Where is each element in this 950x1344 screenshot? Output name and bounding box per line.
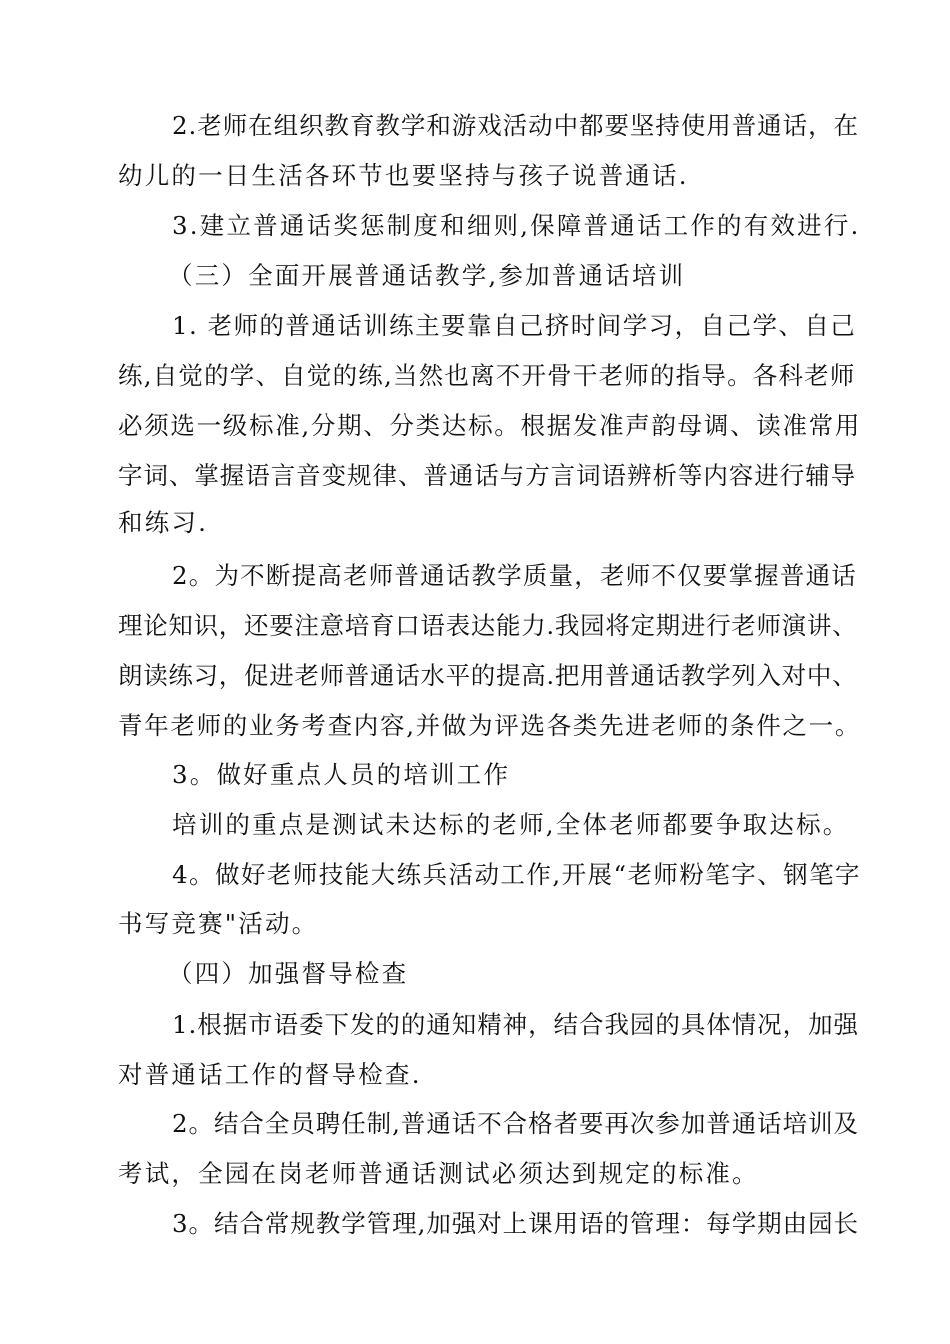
paragraph-line: 1. 老师的普通话训练主要靠自己挤时间学习，自己学、自己 bbox=[172, 311, 857, 340]
paragraph-line: 必须选一级标准,分期、分类达标。根据发准声韵母调、读准常用 bbox=[118, 411, 862, 440]
paragraph-line: 青年老师的业务考查内容,并做为评选各类先进老师的条件之一。 bbox=[118, 711, 862, 740]
paragraph-line: 4。做好老师技能大练兵活动工作,开展“老师粉笔字、钢笔字 bbox=[172, 860, 861, 889]
paragraph-line: 3.建立普通话奖惩制度和细则,保障普通话工作的有效进行. bbox=[172, 211, 861, 240]
paragraph-line: 1.根据市语委下发的的通知精神，结合我园的具体情况，加强 bbox=[172, 1010, 859, 1039]
section-heading: （三）全面开展普通话教学,参加普通话培训 bbox=[168, 261, 686, 290]
paragraph-line: 培训的重点是测试未达标的老师,全体老师都要争取达标。 bbox=[172, 810, 850, 839]
paragraph-line: 3。做好重点人员的培训工作 bbox=[172, 760, 511, 789]
section-heading: （四）加强督导检查 bbox=[168, 959, 409, 988]
paragraph-line: 练,自觉的学、自觉的练,当然也离不开骨干老师的指导。各科老师 bbox=[118, 361, 856, 390]
paragraph-line: 2.老师在组织教育教学和游戏活动中都要坚持使用普通话，在 bbox=[172, 111, 859, 140]
paragraph-line: 朗读练习，促进老师普通话水平的提高.把用普通话教学列入对中、 bbox=[118, 661, 858, 690]
paragraph-line: 2。结合全员聘任制,普通话不合格者要再次参加普通话培训及 bbox=[172, 1109, 859, 1138]
paragraph-line: 对普通话工作的督导检查. bbox=[118, 1060, 422, 1089]
paragraph-line: 字词、掌握语言音变规律、普通话与方言词语辨析等内容进行辅导 bbox=[118, 461, 857, 490]
paragraph-line: 考试，全园在岗老师普通话测试必须达到规定的标准。 bbox=[118, 1159, 759, 1188]
paragraph-line: 幼儿的一日生活各环节也要坚持与孩子说普通话. bbox=[118, 161, 689, 190]
paragraph-line: 书写竞赛"活动。 bbox=[118, 909, 319, 938]
paragraph-line: 理论知识，还要注意培育口语表达能力.我园将定期进行老师演讲、 bbox=[118, 611, 858, 640]
paragraph-line: 3。结合常规教学管理,加强对上课用语的管理：每学期由园长 bbox=[172, 1209, 859, 1238]
paragraph-line: 2。为不断提高老师普通话教学质量，老师不仅要掌握普通话 bbox=[172, 561, 857, 590]
paragraph-line: 和练习. bbox=[118, 508, 209, 537]
